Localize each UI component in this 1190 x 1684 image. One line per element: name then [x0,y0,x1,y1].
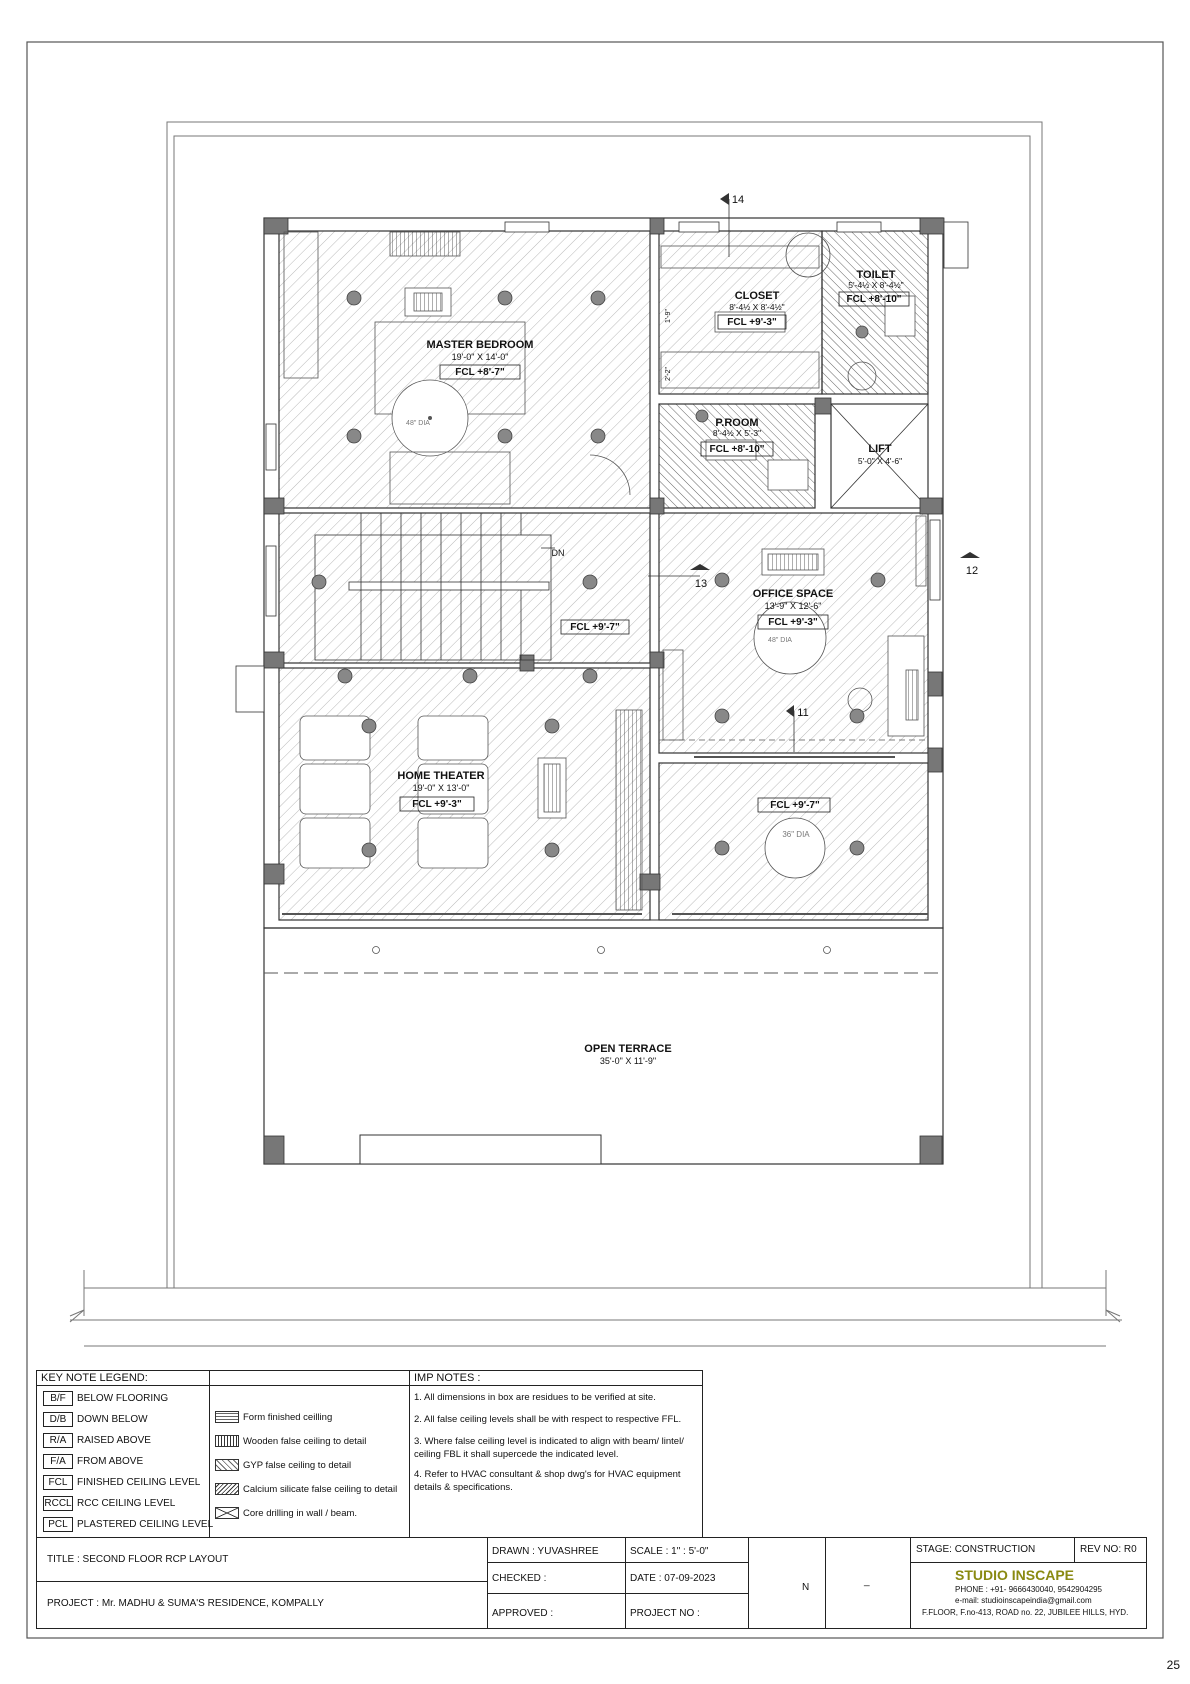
hatch-calcium-silicate: Calcium silicate false ceiling to detail [215,1483,397,1497]
building-plan [236,193,980,1164]
legend-item-db: D/B DOWN BELOW [43,1412,148,1428]
room-fcl-master-bedroom: FCL +8'-7" [455,367,505,378]
room-size-home-theater: 19'-0" X 13'-0" [412,783,470,793]
room-fcl-toilet: FCL +8'-10" [846,294,902,305]
room-name-closet: CLOSET [734,290,780,302]
dn-label: DN [551,548,565,558]
section-mark-11: 11 [797,707,809,719]
legend-item-fcl: FCL FINISHED CEILING LEVEL [43,1475,200,1491]
hatch-wooden: Wooden false ceiling to detail [215,1435,366,1449]
hatch-calcium-silicate-swatch [215,1483,239,1495]
stage-label: STAGE: CONSTRUCTION [916,1544,1036,1555]
closet-dim-2: 2'-2" [665,367,672,381]
legend-item-pcl: PCL PLASTERED CEILING LEVEL [43,1517,213,1533]
drawn-by: DRAWN : YUVASHREE [492,1546,599,1557]
studio-address: F.FLOOR, F.no-413, ROAD no. 22, JUBILEE HILLS, HYD. [922,1608,1129,1617]
legend-item-fa: F/A FROM ABOVE [43,1454,143,1470]
section-mark-14: 14 [731,194,745,206]
imp-notes-title: IMP NOTES : [414,1372,481,1384]
page-number: 25 [1166,1658,1180,1672]
approved-by: APPROVED : [492,1608,554,1619]
project-number: PROJECT NO : [630,1608,700,1619]
room-fcl-p-room: FCL +8'-10" [709,444,765,455]
room-size-open-terrace: 35'-0" X 11'-9" [599,1056,657,1066]
imp-note-2: 2. All false ceiling levels shall be with respect to respective FFL. [414,1414,682,1425]
hatch-core-drilling: Core drilling in wall / beam. [215,1507,357,1521]
revision-label: REV NO: R0 [1080,1544,1137,1555]
stair-fcl-label: FCL +9'-7" [570,622,620,633]
fan-dia-label-office: 48" DIA [768,637,792,644]
room-name-lift: LIFT [868,443,892,455]
legend-item-bf: B/F BELOW FLOORING [43,1391,168,1407]
hatch-gyp-swatch [215,1459,239,1471]
imp-note-3: 3. Where false ceiling level is indicated to align with beam/ lintel/ ceiling FBL it shall supercede the indicated level. [414,1436,684,1460]
studio-phone: PHONE : +91- 9666430040, 9542904295 [955,1585,1103,1594]
title-block [36,1537,1147,1629]
room-name-master-bedroom: MASTER BEDROOM [426,339,534,351]
legend-item-ra: R/A RAISED ABOVE [43,1433,151,1449]
blank-dash: _ [864,1576,870,1587]
studio-logo-name: STUDIO INSCAPE [955,1567,1075,1583]
hatch-gyp: GYP false ceiling to detail [215,1459,351,1473]
room-name-toilet: TOILET [856,269,896,281]
room-size-master-bedroom: 19'-0" X 14'-0" [451,352,509,362]
core-drilling-icon [215,1507,239,1519]
legend-title: KEY NOTE LEGEND: [41,1372,148,1384]
room-fcl-office-space: FCL +9'-3" [768,617,818,628]
project-name: PROJECT : Mr. MADHU & SUMA'S RESIDENCE, KOMPALLY [47,1598,324,1609]
drawing-date: DATE : 07-09-2023 [630,1573,716,1584]
legend-item-rccl: RCCL RCC CEILING LEVEL [44,1498,176,1509]
imp-note-4: 4. Refer to HVAC consultant & shop dwg's for HVAC equipment details & specifications. [414,1469,681,1493]
room-size-toilet: 5'-4½ X 8'-4½" [848,280,904,290]
room-size-closet: 8'-4½ X 8'-4½" [729,302,785,312]
room-name-office-space: OFFICE SPACE [752,588,834,600]
room-size-office-space: 13'-9" X 12'-6" [764,601,822,611]
north-label: N [802,1582,810,1593]
section-mark-13: 13 [694,578,708,590]
imp-note-1: 1. All dimensions in box are residues to be verified at site. [414,1392,656,1403]
room-name-open-terrace: OPEN TERRACE [584,1043,672,1055]
closet-dim-1: 1'-9" [665,309,672,323]
drawing-scale: SCALE : 1" : 5'-0" [630,1546,709,1557]
room-size-p-room: 8'-4½ X 5'-3" [712,428,762,438]
checked-by: CHECKED : [492,1573,547,1584]
imp-notes [409,1370,703,1540]
key-note-legend [36,1370,412,1540]
hatch-form-finished: Form finished ceilling [215,1411,332,1425]
studio-email: e-mail: studioinscapeindia@gmail.com [955,1596,1092,1605]
south-room-fcl-label: FCL +9'-7" [770,800,820,811]
hatch-wooden-swatch [215,1435,239,1447]
fan-dia-label-south: 36" DIA [782,830,810,839]
room-size-lift: 5'-0" X 4'-6" [857,456,903,466]
room-fcl-home-theater: FCL +9'-3" [412,799,462,810]
room-name-p-room: P.ROOM [715,417,759,429]
room-fcl-closet: FCL +9'-3" [727,317,777,328]
fan-dia-label-bedroom: 48" DIA [406,420,430,427]
section-mark-12: 12 [965,565,979,577]
hatch-form-finished-swatch [215,1411,239,1423]
drawing-title: TITLE : SECOND FLOOR RCP LAYOUT [47,1554,229,1565]
room-name-home-theater: HOME THEATER [397,770,485,782]
